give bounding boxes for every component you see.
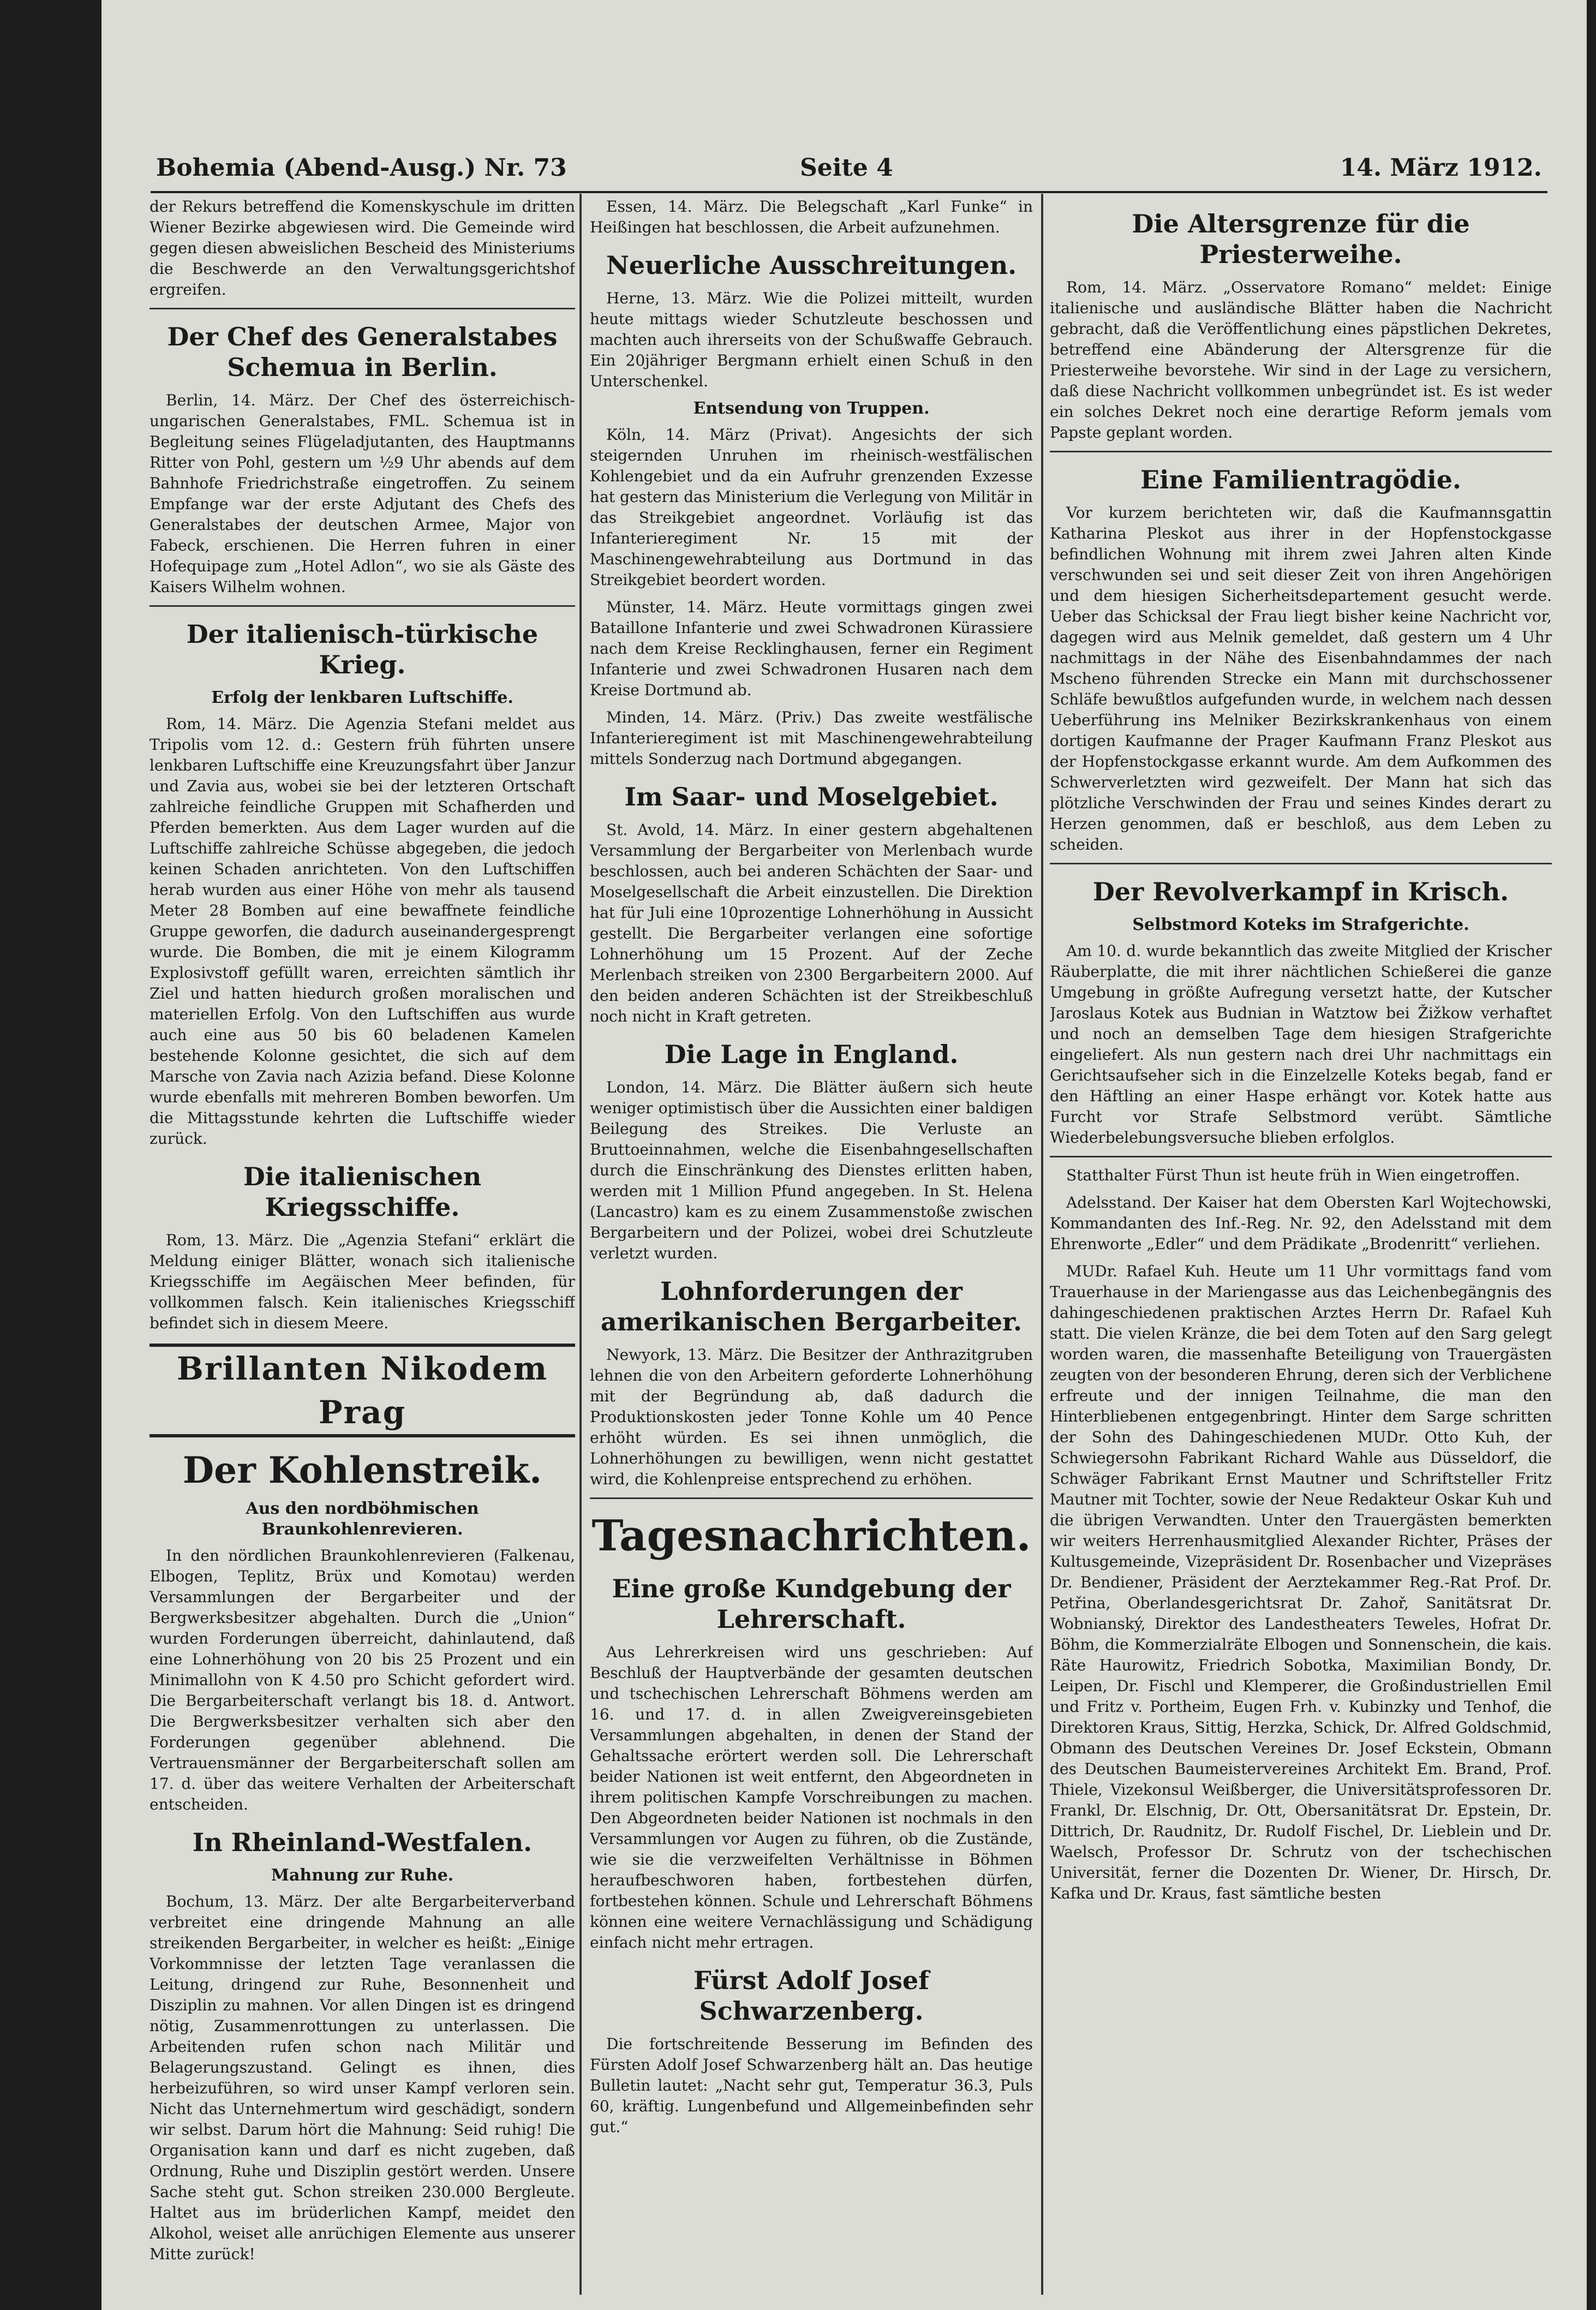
headline-kohlenstreik: Der Kohlenstreik. <box>182 1449 542 1491</box>
article-rheinland: Bochum, 13. März. Der alte Bergarbeiterverband verbreitet eine dringende Mahnung an alle streikenden Bergarbeiter, in welcher es heißt: „Einige Vorkommnisse der letzten Tage veranlassen die Leitung, dringend zur Ruhe, Besonnenheit und Disziplin zu mahnen. Vor allen Dingen ist es dringend nötig, Zusammenrottungen zu unterlassen. Die Arbeitenden rufen schon nach Militär und Belagerungszustand. Gelingt es ihnen, dies herbeizuführen, so wird unser Kampf verloren sein. Nicht das Unternehmertum wird geschädigt, sondern wir selbst. Darum hört die Mahnung: Seid ruhig! Die Organisation kann und darf es nicht zugeben, daß Ordnung, Ruhe und Disziplin gestört werden. Unsere Sache steht gut. Schon streiken 230.000 Bergleute. Haltet aus im brüderlichen Kampf, meidet den Alkohol, weiset alle anrüchigen Elemente aus unserer Mitte zurück! <box>150 1893 575 2263</box>
headline-amerika: Lohnforderungen der amerikanischen Bergarbeiter. <box>600 1276 1023 1336</box>
headline-rheinland: In Rheinland-Westfalen. <box>192 1828 533 1857</box>
headline-krieg: Der italienisch-türkische Krieg. <box>186 619 539 679</box>
headline-revolverkampf: Der Revolverkampf in Krisch. <box>1092 877 1509 906</box>
subhead-kohlenstreik: Aus den nordböhmischen Braunkohlenrevieren. <box>246 1499 479 1539</box>
newspaper-page <box>101 0 1587 2310</box>
article-krieg: Rom, 14. März. Die Agenzia Stefani meldet aus Tripolis vom 12. d.: Gestern früh führten unsere lenkbaren Luftschiffe eine Kreuzungsfahrt über Janzur und Zavia aus, wobei sie bei der letzteren Ortschaft zahlreiche feindliche Gruppen mit Schafherden und Pferden bemerkten. Aus dem Lager wurden auf die Luftschiffe zahlreiche Schüsse abgegeben, die jedoch keinen Schaden anrichteten. Von den Luftschiffen herab wurden aus einer Höhe von mehr als tausend Meter 28 Bomben auf eine bewaffnete feindliche Gruppe geworfen, die dadurch auseinandergesprengt wurde. Die Bomben, die mit je einem Kilogramm Explosivstoff gefüllt waren, erreichten sämtlich ihr Ziel und hatten hiedurch großen moralischen und materiellen Erfolg. Von den Luftschiffen aus wurde auch eine aus 50 bis 60 beladenen Kamelen bestehende Kolonne gesichtet, die sich auf dem Marsche von Zavia nach Azizia befand. Diese Kolonne wurde ebenfalls mit mehreren Bomben beworfen. Um die Mittagsstunde kehrten die Luftschiffe wieder zurück. <box>150 715 575 1148</box>
article-england: London, 14. März. Die Blätter äußern sich heute weniger optimistisch über die Aussichten einer baldigen Beilegung des Streikes. Die Verluste an Bruttoeinnahmen, welche die Eisenbahngesellschaften durch die Einschränkung des Dienstes erlitten haben, werden mit 1 Million Pfund angegeben. In St. Helena (Lancastro) kam es zu einem Zusammenstoße zwischen Bergarbeitern und der Polizei, wobei drei Schutzleute verletzt wurden. <box>590 1078 1033 1262</box>
headline-familientragoedie: Eine Familientragödie. <box>1140 465 1462 494</box>
divider <box>1050 451 1552 452</box>
headline-altersgrenze: Die Altersgrenze für die Priesterweihe. <box>1132 209 1470 269</box>
page-number: Seite 4 <box>800 154 893 182</box>
article-kuh: MUDr. Rafael Kuh. Heute um 11 Uhr vormittags fand vom Trauerhause in der Mariengasse aus das Leichenbegängnis des dahingeschiedenen praktischen Arztes Herrn Dr. Rafael Kuh statt. Die vielen Kränze, die bei dem Toten auf den Sarg gelegt worden waren, die massenhafte Beteiligung von Trauergästen zeugten von der besonderen Ehrung, deren sich der Verblichene erfreute und der innigen Teilnahme, die man den Hinterbliebenen entgegenbringt. Hinter dem Sarge schritten der Sohn des Dahingeschiedenen MUDr. Otto Kuh, der Schwiegersohn Fabrikant Richard Wahle aus Düsseldorf, die Schwäger Fabrikant Ernst Mautner und Schriftsteller Fritz Mautner mit Tochter, sowie der Neue Redakteur Oskar Kuh und die übrigen Verwandten. Unter den Trauergästen bemerkten wir weiters Herrenhausmitglied Alexander Richter, Präses der Kultusgemeinde, Vizepräsident Dr. Rosenbacher und Vizepräses Dr. Bendiener, Präsident der Aerztekammer Reg.-Rat Prof. Dr. Petřina, Oberlandesgerichtsrat Dr. Zahoř, Sanitätsrat Dr. Wobnianský, Direktor des Landestheaters Teweles, Hofrat Dr. Böhm, die Kommerzialräte Elbogen und Sonnenschein, die kais. Räte Haurowitz, Friedrich Sobotka, Maximilian Bondy, Dr. Leipen, Dr. Fischl und Klemperer, die Großindustriellen Emil und Fritz v. Portheim, Eugen Frh. v. Kubinzky und Tenhof, die Direktoren Kraus, Sittig, Herzka, Schick, Dr. Alfred Goldschmid, Obmann des Deutschen Vereines Dr. Josef Eckstein, Obmann des Deutschen Baumeistervereines Architekt Em. Brand, Prof. Thiele, Vizekonsul Weißberger, die Universitätsprofessoren Dr. Frankl, Dr. Elschnig, Dr. Ott, Obersanitätsrat Dr. Epstein, Dr. Dittrich, Dr. Raudnitz, Dr. Rudolf Fischel, Dr. Lieblein und Dr. Waelsch, Professor Dr. Schrutz von der tschechischen Universität, ferner die Dozenten Dr. Wiener, Dr. Hirsch, Dr. Kafka und Dr. Kraus, fast sämtliche besten <box>1050 1262 1552 1902</box>
article-lehrerschaft: Aus Lehrerkreisen wird uns geschrieben: Auf Beschluß der Hauptverbände der gesamten deutschen und tschechischen Lehrerschaft Böhmens werden am 16. und 17. d. in allen Zweigvereinsgebieten Versammlungen abgehalten, in denen der Stand der Gehaltssache erörtert werden soll. Die Lehrerschaft beider Nationen ist weit entfernt, den Abgeordneten in ihrem politischen Kampfe Vorschreibungen zu machen. Den Abgeordneten beider Nationen ist nochmals in den Versammlungen vor Augen zu führen, ob die Zustände, wie sie die verzweifelten Verhältnisse in Böhmen heraufbeschworen haben, fortbestehen dürfen, fortbestehen können. Schule und Lehrerschaft Böhmens können eine weitere Vernachlässigung und Schädigung einfach nicht mehr ertragen. <box>590 1643 1033 1951</box>
article-essen: Essen, 14. März. Die Belegschaft „Karl Funke“ in Heißingen hat beschlossen, die Arbeit aufzunehmen. <box>590 198 1033 236</box>
divider <box>1050 863 1552 864</box>
issue-date: 14. März 1912. <box>1340 154 1542 182</box>
header-rule <box>151 191 1547 193</box>
article-altersgrenze: Rom, 14. März. „Osservatore Romano“ meldet: Einige italienische und ausländische Blätter haben die Nachricht gebracht, daß die Veröffentlichung eines päpstlichen Dekretes, betreffend eine Abänderung der Altersgrenze für die Priesterweihe bevorstehe. Wir sind in der Lage zu versichern, daß diese Nachricht vollkommen unbegründet ist. Es ist weder ein solches Dekret noch eine derartige Reform jemals vom Papste geplant worden. <box>1050 278 1552 441</box>
headline-ausschreitungen: Neuerliche Ausschreitungen. <box>606 250 1017 280</box>
article-schwarzenberg: Die fortschreitende Besserung im Befinden des Fürsten Adolf Josef Schwarzenberg hält an. Das heutige Bulletin lautet: „Nacht sehr gut, Temperatur 36.3, Puls 60, kräftig. Lungenbefund und Allgemeinbefinden sehr gut.“ <box>590 2035 1033 2136</box>
headline-england: Die Lage in England. <box>664 1040 959 1069</box>
article-adelsstand: Adelsstand. Der Kaiser hat dem Obersten Karl Wojtechowski, Kommandanten des Inf.-Reg. Nr. 92, den Adelsstand mit dem Ehrenworte „Edler“ und dem Prädikate „Brodenritt“ verliehen. <box>1050 1193 1552 1253</box>
advertisement-banner: Brillanten Nikodem Prag <box>150 1344 575 1437</box>
headline-chef: Der Chef des Generalstabes Schemua in Berlin. <box>167 322 558 382</box>
article-intro-text: der Rekurs betreffend die Komenskyschule im dritten Wiener Bezirke abgewiesen wird. Die Gemeinde wird gegen diesen abweislichen Bescheid des Ministeriums die Beschwerde an den Verwaltungsgerichtshof ergreifen. <box>150 198 575 299</box>
divider <box>1050 1156 1552 1157</box>
article-ausschreitungen: Herne, 13. März. Wie die Polizei mitteilt, wurden heute mittags wieder Schutzleute beschossen und machten auch ihrerseits von der Schußwaffe Gebrauch. Ein 20jähriger Bergmann erhielt einen Schuß in den Unterschenkel. <box>590 289 1033 390</box>
article-saar: St. Avold, 14. März. In einer gestern abgehaltenen Versammlung der Bergarbeiter von Merlenbach wurde beschlossen, auch bei anderen Schächten der Saar- und Moselgesellschaft die Arbeit einzustellen. Die Direktion hat für Juli eine 10prozentige Lohnerhöhung in Aussicht gestellt. Die Bergarbeiter verlangen eine sofortige Lohnerhöhung um 15 Prozent. Auf der Zeche Merlenbach streiken von 2300 Bergarbeitern 2000. Auf den beiden anderen Schächten ist der Streikbeschluß noch nicht in Kraft getreten. <box>590 821 1033 1025</box>
masthead-issue: Bohemia (Abend-Ausg.) Nr. 73 <box>156 154 567 182</box>
article-revolverkampf: Am 10. d. wurde bekanntlich das zweite Mitglied der Krischer Räuberplatte, die mit ihrer nächtlichen Schießerei die ganze Umgebung in größte Aufregung versetzt hatte, der Kutscher Jaroslaus Kotek aus Budnian in Watztow bei Žižkow verhaftet und noch an demselben Tage dem hiesigen Strafgerichte eingeliefert. Als nun gestern nach drei Uhr nachmittags ein Gerichtsaufseher sich in die Einzelzelle Koteks begab, fand er den Häftling an einer Haspe erhängt vor. Kotek hatte aus Furcht vor Strafe Selbstmord verübt. Sämtliche Wiederbelebungsversuche blieben erfolglos. <box>1050 942 1552 1147</box>
article-kohlenstreik: In den nördlichen Braunkohlenrevieren (Falkenau, Elbogen, Teplitz, Brüx und Komotau) werden Versammlungen der Bergarbeiter und der Bergwerksbesitzer abgehalten. Durch die „Union“ wurden Forderungen überreicht, dahinlautend, daß eine Lohnerhöhung von 20 bis 25 Prozent und ein Minimallohn von K 4.50 pro Schicht gefordert wird. Die Bergarbeiterschaft verlangt bis 18. d. Antwort. Die Bergwerksbesitzer verhalten sich aber den Forderungen gegenüber ablehnend. Die Vertrauensmänner der Bergarbeiterschaft sollen am 17. d. über das weitere Verhalten der Arbeiterschaft entscheiden. <box>150 1547 575 1813</box>
headline-lehrerschaft: Eine große Kundgebung der Lehrerschaft. <box>612 1574 1011 1634</box>
headline-kriegsschiffe: Die italienischen Kriegsschiffe. <box>243 1162 482 1222</box>
headline-saar: Im Saar- und Moselgebiet. <box>624 782 999 811</box>
divider <box>150 308 575 309</box>
section-title-tagesnachrichten: Tagesnachrichten. <box>591 1511 1031 1561</box>
column-divider-1 <box>579 194 582 2295</box>
divider <box>590 1497 1033 1499</box>
article-amerika: Newyork, 13. März. Die Besitzer der Anthrazitgruben lehnen die von den Arbeitern geforderte Lohnerhöhung mit der Begründung ab, daß dadurch die Produktionskosten jeder Tonne Kohle um 40 Pence erhöht würden. Es sei ihnen unmöglich, die Lohnerhöhungen zu bewilligen, wenn nicht gestattet wird, die Kohlenpreise entsprechend zu erhöhen. <box>590 1346 1033 1488</box>
article-kriegsschiffe: Rom, 13. März. Die „Agenzia Stefani“ erklärt die Meldung einiger Blätter, wonach sich italienische Kriegsschiffe im Aegäischen Meer befinden, für vollkommen falsch. Kein italienisches Kriegsschiff befindet sich in diesem Meere. <box>150 1231 575 1332</box>
article-thun: Statthalter Fürst Thun ist heute früh in Wien eingetroffen. <box>1066 1166 1520 1184</box>
article-koeln: Köln, 14. März (Privat). Angesichts der sich steigernden Unruhen im rheinisch-westfälischen Kohlengebiet und da ein Aufruhr grenzenden Exzesse hat gestern das Ministerium die Verlegung von Militär in das Streikgebiet angeordnet. Vorläufig ist das Infanterieregiment Nr. 15 mit der Maschinengewehrabteilung aus Dortmund in das Streikgebiet beordert worden. <box>590 426 1033 589</box>
subhead-truppen: Entsendung von Truppen. <box>693 399 930 418</box>
column-1 <box>150 196 575 2303</box>
article-minden: Minden, 14. März. (Priv.) Das zweite westfälische Infanterieregiment ist mit Maschinengewehrabteilung mittels Sonderzug nach Dortmund abgegangen. <box>590 708 1033 768</box>
divider <box>150 605 575 607</box>
page-header <box>156 143 1542 192</box>
column-2 <box>590 196 1033 2303</box>
subhead-rheinland: Mahnung zur Ruhe. <box>271 1866 454 1885</box>
article-muenster: Münster, 14. März. Heute vormittags gingen zwei Bataillone Infanterie und zwei Schwadronen Kürassiere nach dem Kreise Recklinghausen, ferner ein Regiment Infanterie und zwei Schwadronen Husaren nach dem Kreise Dortmund ab. <box>590 598 1033 699</box>
headline-schwarzenberg: Fürst Adolf Josef Schwarzenberg. <box>694 1966 929 2026</box>
column-3 <box>1050 196 1552 2303</box>
subhead-krieg: Erfolg der lenkbaren Luftschiffe. <box>211 688 513 707</box>
subhead-revolverkampf: Selbstmord Koteks im Strafgerichte. <box>1132 915 1469 934</box>
article-familientragoedie: Vor kurzem berichteten wir, daß die Kaufmannsgattin Katharina Pleskot aus ihrer in der Hopfenstockgasse befindlichen Wohnung mit ihrem zwei Jahren alten Kinde verschwunden sei und seit dieser Zeit von ihren Angehörigen und dem hiesigen Sicherheitsdepartement gesucht werde. Ueber das Schicksal der Frau liegt bisher keine Nachricht vor, dagegen wird aus Melnik gemeldet, daß gestern um 4 Uhr nachmittags in der Nähe des Eisenbahndammes der nach Mscheno führenden Strecke ein Mann mit durchschossener Schläfe bewußtlos aufgefunden wurde, in welchem nach dessen Ueberführung ins Melniker Bezirkskrankenhaus von einem dortigen Kaufmanne der Prager Kaufmann Franz Pleskot aus der Hopfenstockgasse erkannt wurde. Am dem Aufkommen des Schwerverletzten wird gezweifelt. Der Mann hat sich das plötzliche Verschwinden der Frau und seines Kindes derart zu Herzen genommen, daß er beschloß, aus dem Leben zu scheiden. <box>1050 504 1552 853</box>
article-chef: Berlin, 14. März. Der Chef des österreichisch-ungarischen Generalstabes, FML. Schemua ist in Begleitung seines Flügeladjutanten, des Hauptmanns Ritter von Pohl, gestern um ½9 Uhr abends auf dem Bahnhofe Friedrichstraße eingetroffen. Zu seinem Empfange war der erste Adjutant des Chefs des Generalstabes der deutschen Armee, Major von Fabeck, erschienen. Die Herren fuhren in einer Hofequipage zum „Hotel Adlon“, wo sie als Gäste des Kaisers Wilhelm wohnen. <box>150 391 575 596</box>
column-divider-2 <box>1041 194 1043 2295</box>
